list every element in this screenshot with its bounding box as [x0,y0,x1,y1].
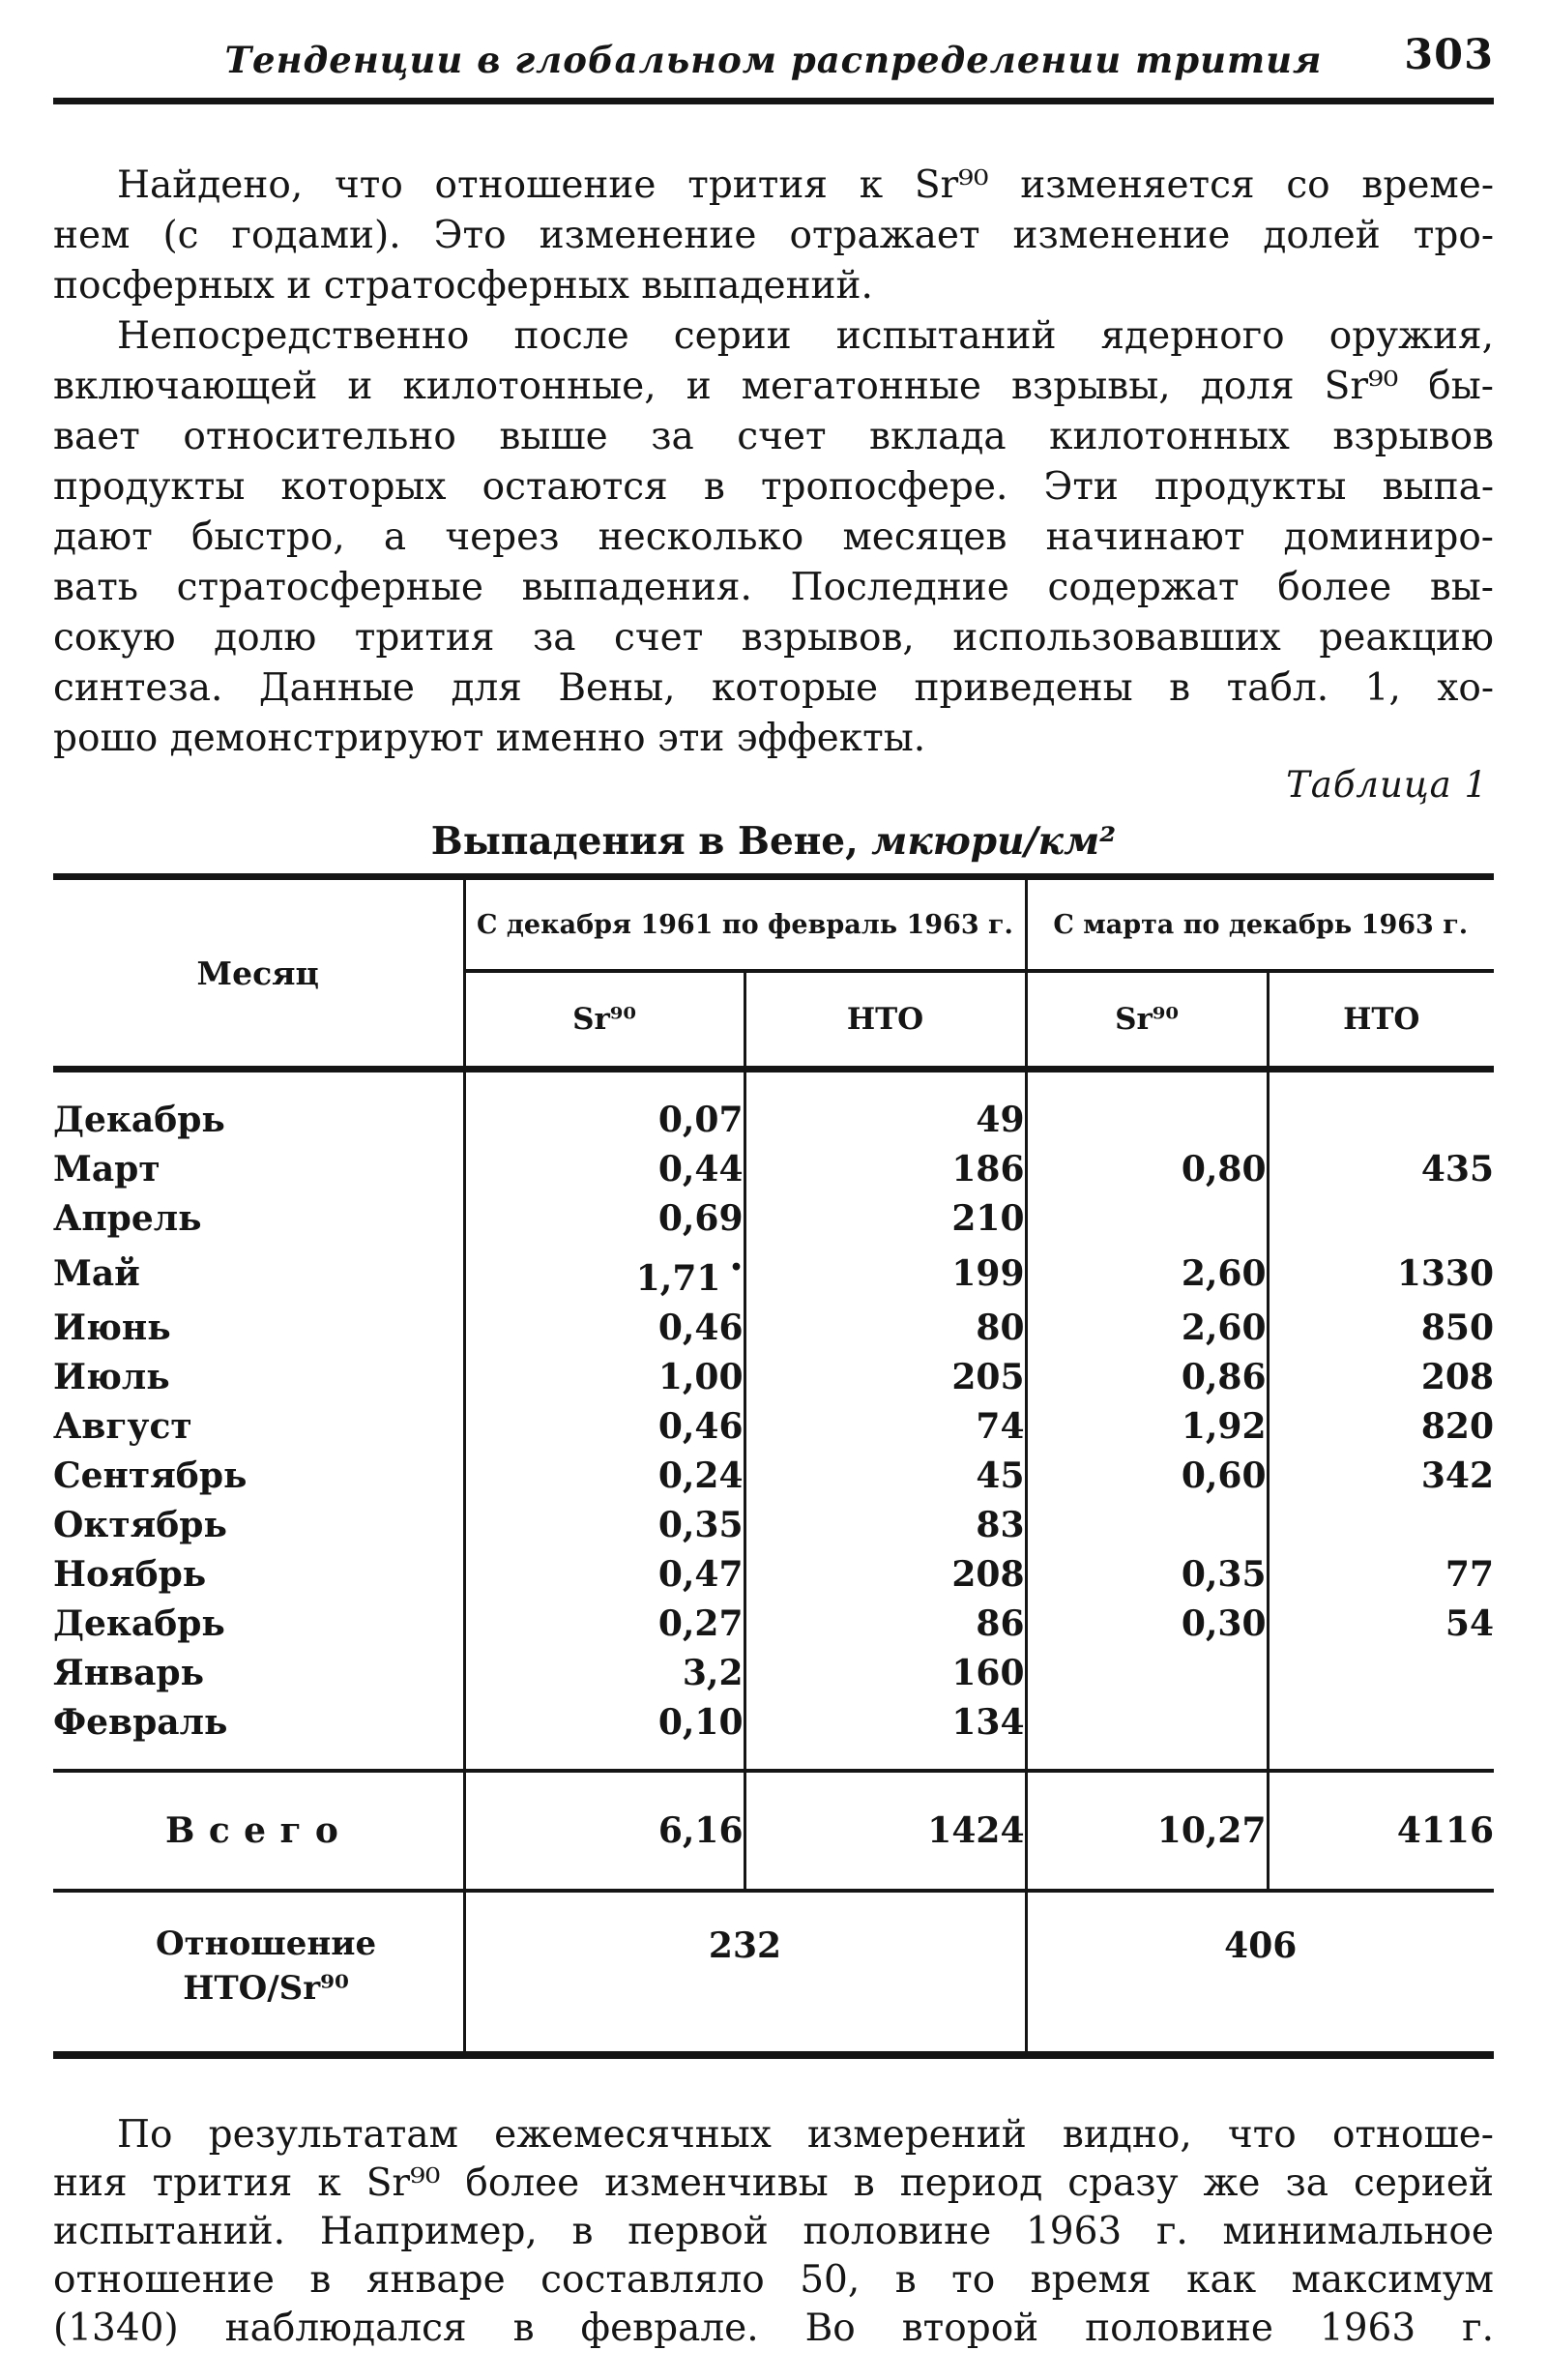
table-row [53,1402,1494,1452]
month-column-header: Месяц [53,877,464,1070]
sr90-1963-cell [1026,1649,1268,1698]
month-cell: Июнь [53,1308,171,1348]
month-cell: Апрель [53,1198,202,1239]
month-cell: Июль [53,1357,170,1397]
page-number: 303 [1404,31,1494,79]
text-line: По результатам ежемесячных измерений видно, что отноше- [117,2113,1494,2157]
table-row [53,1145,1494,1194]
ratio-row [53,1891,1494,2055]
hto-1963-cell: 54 [1268,1600,1494,1649]
sr90-1963-cell [1026,1194,1268,1244]
hto-1961-cell: 205 [744,1353,1026,1402]
sr90-header-1: Sr⁹⁰ [464,971,744,1070]
totals-hto-1963: 4116 [1268,1771,1494,1891]
hto-1963-cell: 820 [1268,1402,1494,1452]
body-text [53,161,1494,764]
table-title-units: мкюри/км² [871,819,1117,864]
hto-1961-cell: 45 [744,1452,1026,1501]
table-row [53,1501,1494,1550]
sr90-1963-cell [1026,1698,1268,1771]
running-head: Тенденции в глобальном распределении трития [224,39,1323,81]
period1-header: С декабря 1961 по февраль 1963 г. [464,877,1026,972]
sr90-1961-cell: 0,10 [464,1698,744,1771]
table-title [53,819,1494,864]
hto-1963-cell [1268,1070,1494,1146]
sr90-header-2: Sr⁹⁰ [1026,971,1268,1070]
hto-1963-cell [1268,1698,1494,1771]
header-rule [53,98,1494,104]
month-cell: Октябрь [53,1505,227,1545]
book-page [53,0,1494,2353]
sr90-1963-cell: 0,80 [1026,1145,1268,1194]
text-line: дают быстро, а через несколько месяцев начинают доминиро- [53,515,1494,559]
table-row [53,1070,1494,1146]
month-cell: Март [53,1149,161,1190]
hto-1961-cell: 186 [744,1145,1026,1194]
sr90-1961-cell: 0,44 [464,1145,744,1194]
hto-header-2: НТО [1268,971,1494,1070]
hto-1963-cell [1268,1501,1494,1550]
sr90-1963-cell [1026,1501,1268,1550]
sr90-1961-cell: 0,24 [464,1452,744,1501]
text-line: включающей и килотонные, и мегатонные взрывы, доля Sr⁹⁰ бы- [53,365,1494,408]
table-row [53,1244,1494,1304]
month-cell: Август [53,1406,192,1447]
text-line: посферных и стратосферных выпадений. [53,264,873,308]
sr90-1963-cell [1026,1070,1268,1146]
sr90-1961-cell: 0,47 [464,1550,744,1600]
text-line: Непосредственно после серии испытаний ядерного оружия, [117,314,1494,358]
hto-1961-cell: 86 [744,1600,1026,1649]
text-line: испытаний. Например, в первой половине 1963 г. минимальное [53,2210,1494,2253]
ratio-label-line: НТО/Sr⁹⁰ [183,1969,349,2008]
table-row [53,1649,1494,1698]
hto-1963-cell: 435 [1268,1145,1494,1194]
text-line: ния трития к Sr⁹⁰ более изменчивы в период сразу же за серией [53,2161,1494,2205]
hto-1961-cell: 83 [744,1501,1026,1550]
hto-1961-cell: 208 [744,1550,1026,1600]
table-row [53,1353,1494,1402]
sr90-1961-cell: 3,2 [464,1649,744,1698]
sr90-1961-cell: 0,27 [464,1600,744,1649]
text-line: продукты которых остаются в тропосфере. Эти продукты выпа- [53,465,1494,509]
table-row [53,1550,1494,1600]
hto-1961-cell: 80 [744,1304,1026,1353]
sr90-1963-cell: 0,86 [1026,1353,1268,1402]
hto-1961-cell: 199 [744,1244,1026,1304]
month-cell: Май [53,1252,140,1294]
hto-1963-cell [1268,1649,1494,1698]
ratio-label-cell [53,1891,464,2055]
hto-1961-cell: 49 [744,1070,1026,1146]
sr90-1961-cell: 0,07 [464,1070,744,1146]
sr90-1963-cell: 2,60 [1026,1244,1268,1304]
month-cell: Сентябрь [53,1455,248,1496]
paragraph-tests [53,311,1494,764]
sr90-1963-cell: 0,60 [1026,1452,1268,1501]
paragraph-results [53,2111,1494,2353]
table-row [53,1304,1494,1353]
table-row [53,1600,1494,1649]
sr90-1963-cell: 1,92 [1026,1402,1268,1452]
text-line: (1340) наблюдался в феврале. Во второй половине 1963 г. [53,2307,1494,2350]
ratio-label [156,1922,376,2011]
totals-row [53,1771,1494,1891]
hto-1961-cell: 74 [744,1402,1026,1452]
text-line: синтеза. Данные для Вены, которые приведены в табл. 1, хо- [53,666,1494,710]
text-line: нем (с годами). Это изменение отражает изменение долей тро- [53,214,1494,257]
text-line: рошо демонстрируют именно эти эффекты. [53,717,926,760]
sr90-1961-cell: 0,69 [464,1194,744,1244]
totals-hto-1961: 1424 [744,1771,1026,1891]
fallout-table [53,873,1494,2059]
page-header [53,0,1494,83]
sr90-1961-cell: 0,46 [464,1402,744,1452]
sr90-1961-cell: 1,00 [464,1353,744,1402]
text-line: вает относительно выше за счет вклада килотонных взрывов [53,415,1494,458]
table-row [53,1452,1494,1501]
sr90-1961-cell: 0,35 [464,1501,744,1550]
hto-1963-cell: 850 [1268,1304,1494,1353]
ratio-label-line: Отношение [156,1925,377,1963]
text-line: сокую долю трития за счет взрывов, использовавших реакцию [53,616,1494,660]
hto-header-1: НТО [744,971,1026,1070]
totals-label: Всего [53,1771,464,1891]
text-line: Найдено, что отношение трития к Sr⁹⁰ изменяется со време- [117,163,1494,207]
table-row [53,1698,1494,1771]
table-title-text: Выпадения в Вене, [430,819,859,864]
sr90-1961-cell [464,1244,744,1304]
hto-1963-cell: 342 [1268,1452,1494,1501]
hto-1961-cell: 134 [744,1698,1026,1771]
totals-sr90-1961: 6,16 [464,1771,744,1891]
month-cell: Декабрь [53,1603,225,1644]
cell-value: 1,71 [635,1258,721,1299]
hto-1963-cell: 208 [1268,1353,1494,1402]
ratio-value-1: 232 [464,1891,1026,2055]
sr90-1963-cell: 2,60 [1026,1304,1268,1353]
sr90-1963-cell: 0,30 [1026,1600,1268,1649]
totals-sr90-1963: 10,27 [1026,1771,1268,1891]
hto-1961-cell: 210 [744,1194,1026,1244]
sr90-1961-cell: 0,46 [464,1304,744,1353]
ratio-value-2: 406 [1026,1891,1494,2055]
text-line: отношение в январе составляло 50, в то время как максимум [53,2258,1494,2302]
month-cell: Декабрь [53,1100,225,1140]
body-text-bottom [53,2111,1494,2353]
table-caption: Таблица 1 [1286,764,1488,806]
paragraph-intro [53,161,1494,311]
hto-1963-cell: 77 [1268,1550,1494,1600]
sr90-1963-cell: 0,35 [1026,1550,1268,1600]
footnote-mark: • [729,1255,744,1280]
month-cell: Ноябрь [53,1554,207,1595]
month-cell: Февраль [53,1702,228,1743]
table-row [53,1194,1494,1244]
hto-1963-cell [1268,1194,1494,1244]
table-group-header-row [53,877,1494,972]
month-cell: Январь [53,1653,205,1693]
hto-1961-cell: 160 [744,1649,1026,1698]
hto-1963-cell: 1330 [1268,1244,1494,1304]
text-line: вать стратосферные выпадения. Последние содержат более вы- [53,566,1494,609]
period2-header: С марта по декабрь 1963 г. [1026,877,1494,972]
